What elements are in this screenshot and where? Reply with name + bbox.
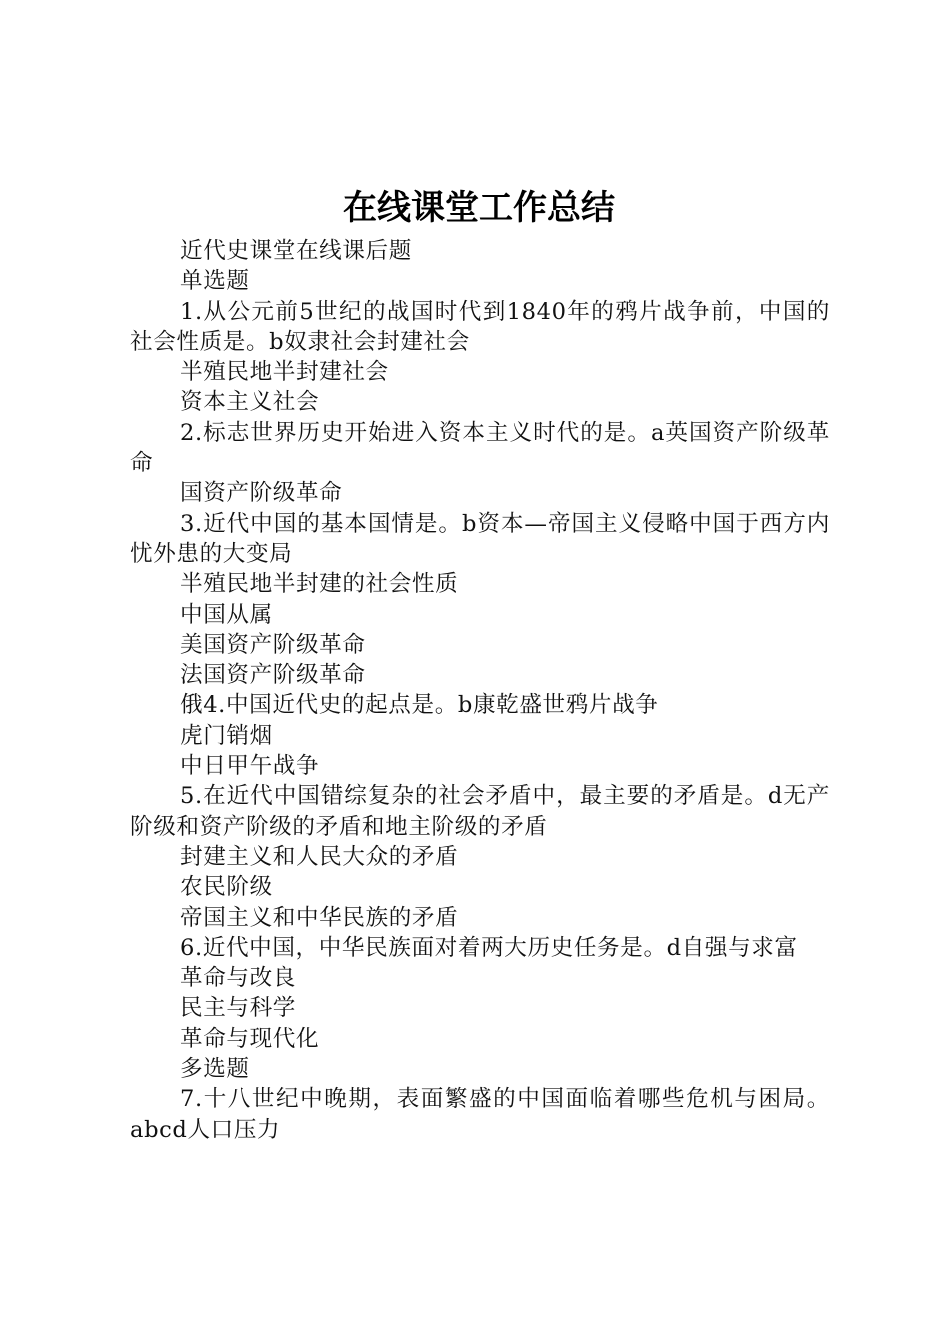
paragraph: 美国资产阶级革命 (180, 631, 366, 658)
paragraph: 革命与现代化 (180, 1025, 320, 1052)
paragraph: 6.近代中国，中华民族面对着两大历史任务是。d自强与求富 (180, 934, 798, 961)
paragraph: 中国从属 (180, 601, 273, 628)
document-title: 在线课堂工作总结 (343, 188, 615, 228)
paragraph: 2.标志世界历史开始进入资本主义时代的是。a英国资产阶级革命 (130, 419, 830, 477)
paragraph: 1.从公元前5世纪的战国时代到1840年的鸦片战争前，中国的社会性质是。b奴隶社会封建社会 (130, 298, 830, 355)
paragraph: 7.十八世纪中晚期，表面繁盛的中国面临着哪些危机与困局。abcd人口压力 (130, 1086, 830, 1143)
paragraph: 法国资产阶级革命 (180, 662, 366, 689)
paragraph: 帝国主义和中华民族的矛盾 (180, 904, 459, 931)
paragraph: 3.近代中国的基本国情是。b资本—帝国主义侵略中国于西方内忧外患的大变局 (130, 510, 830, 567)
paragraph: 中日甲午战争 (180, 753, 320, 780)
paragraph: 民主与科学 (180, 995, 296, 1022)
paragraph: 半殖民地半封建的社会性质 (180, 571, 459, 598)
paragraph: 革命与改良 (180, 965, 296, 992)
paragraph: 国资产阶级革命 (180, 480, 343, 507)
document-body (130, 236, 830, 1145)
paragraph: 多选题 (180, 1056, 250, 1083)
paragraph: 农民阶级 (180, 874, 273, 901)
paragraph: 资本主义社会 (180, 389, 320, 416)
paragraph: 封建主义和人民大众的矛盾 (180, 843, 459, 870)
paragraph: 俄4.中国近代史的起点是。b康乾盛世鸦片战争 (180, 692, 659, 719)
paragraph: 5.在近代中国错综复杂的社会矛盾中，最主要的矛盾是。d无产阶级和资产阶级的矛盾和地主阶级的矛盾 (130, 783, 830, 840)
paragraph: 近代史课堂在线课后题 (180, 238, 412, 264)
paragraph: 半殖民地半封建社会 (180, 359, 389, 386)
paragraph: 单选题 (180, 268, 250, 295)
paragraph: 虎门销烟 (180, 722, 273, 749)
